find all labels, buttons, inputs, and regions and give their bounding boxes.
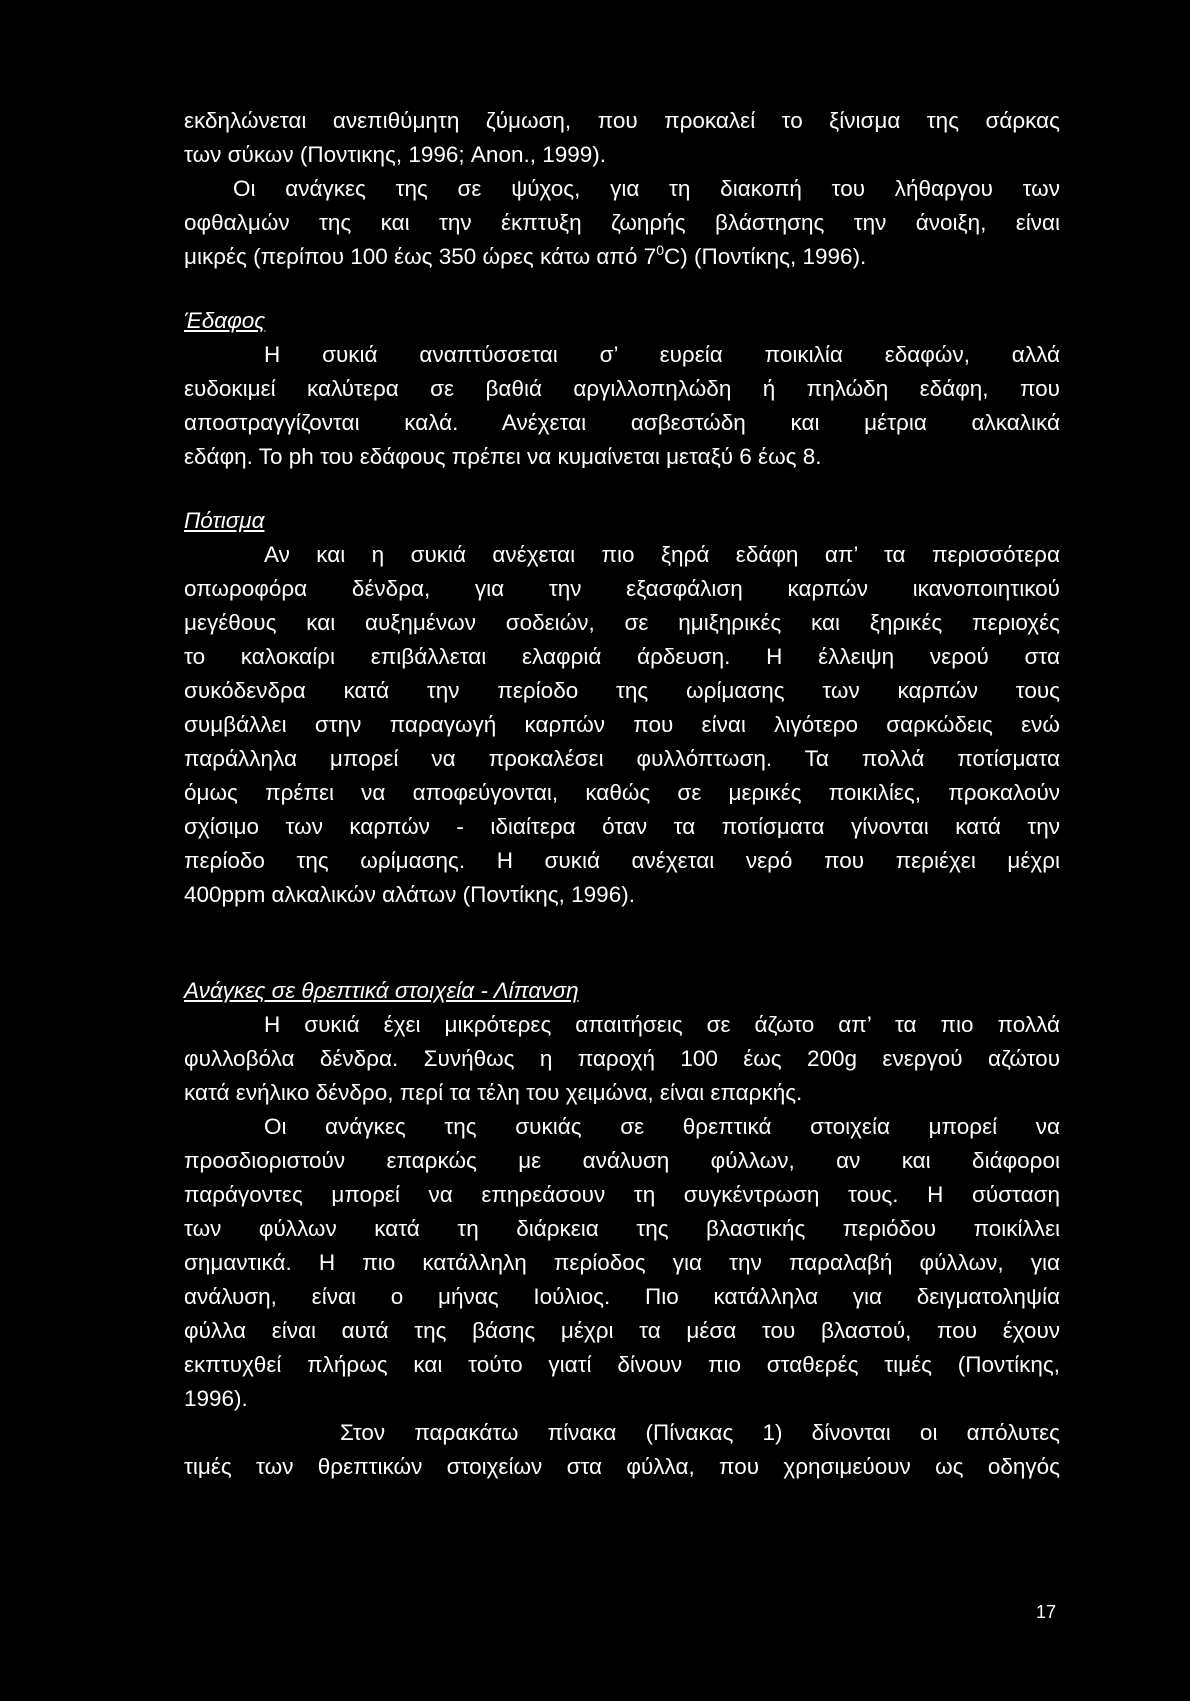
text-line: προσδιοριστούν επαρκώς με ανάλυση φύλλων, αν και διάφοροι [184,1148,1060,1173]
text-line: των φύλλων κατά τη διάρκεια της βλαστικής περιόδου ποικίλλει [184,1216,1060,1241]
text-line: σχίσιμο των καρπών - ιδιαίτερα όταν τα ποτίσματα γίνονται κατά την [184,814,1060,839]
text-fragment: C) (Ποντίκης, 1996). [664,244,867,269]
text-line: των σύκων (Ποντικης, 1996; Anon., 1999). [184,142,607,167]
text-line: ανάλυση, είναι ο μήνας Ιούλιος. Πιο κατάλληλα για δειγματοληψία [184,1284,1060,1309]
section-heading-irrigation: Πότισμα [184,508,265,533]
text-line: το καλοκαίρι επιβάλλεται ελαφριά άρδευση. Η έλλειψη νερού στα [184,644,1060,669]
text-line: σημαντικά. Η πιο κατάλληλη περίοδος για την παραλαβή φύλλων, για [184,1250,1060,1275]
text-line [184,240,1060,274]
text-line: συμβάλλει στην παραγωγή καρπών που είναι λιγότερο σαρκώδεις ενώ [184,712,1060,737]
text-line: ευδοκιμεί καλύτερα σε βαθιά αργιλλοπηλώδη ή πηλώδη εδάφη, που [184,376,1060,401]
text-line: όμως πρέπει να αποφεύγονται, καθώς σε μερικές ποικιλίες, προκαλούν [184,780,1060,805]
text-line: παράγοντες μπορεί να επηρεάσουν τη συγκέντρωση τους. Η σύσταση [184,1182,1060,1207]
text-line: παράλληλα μπορεί να προκαλέσει φυλλόπτωση. Τα πολλά ποτίσματα [184,746,1060,771]
text-line: αποστραγγίζονται καλά. Ανέχεται ασβεστώδη και μέτρια αλκαλικά [184,410,1060,435]
text-line: Οι ανάγκες της συκιάς σε θρεπτικά στοιχεία μπορεί να [264,1114,1060,1139]
section-heading-soil: Έδαφος [184,308,266,333]
text-fragment: μικρές (περίπου 100 έως 350 ώρες κάτω από 7 [184,244,657,269]
text-line: συκόδενδρα κατά την περίοδο της ωρίμασης των καρπών τους [184,678,1060,703]
text-line: φυλλοβόλα δένδρα. Συνήθως η παροχή 100 έως 200g ενεργού αζώτου [184,1046,1060,1071]
text-line: κατά ενήλικο δένδρο, περί τα τέλη του χειμώνα, είναι επαρκής. [184,1080,803,1105]
text-line: οπωροφόρα δένδρα, για την εξασφάλιση καρπών ικανοποιητικού [184,576,1060,601]
text-line: Αν και η συκιά ανέχεται πιο ξηρά εδάφη απ’ τα περισσότερα [264,542,1060,567]
text-line: εκδηλώνεται ανεπιθύμητη ζύμωση, που προκαλεί το ξίνισμα της σάρκας [184,108,1060,133]
text-line: εκπτυχθεί πλήρως και τούτο γιατί δίνουν πιο σταθερές τιμές (Ποντίκης, [184,1352,1060,1377]
text-line: τιμές των θρεπτικών στοιχείων στα φύλλα, που χρησιμεύουν ως οδηγός [184,1454,1060,1479]
text-line: Η συκιά αναπτύσσεται σ’ ευρεία ποικιλία εδαφών, αλλά [264,342,1060,367]
text-line: Η συκιά έχει μικρότερες απαιτήσεις σε άζωτο απ’ τα πιο πολλά [264,1012,1060,1037]
page-number: 17 [1035,1602,1056,1622]
section-heading-nutrients: Ανάγκες σε θρεπτικά στοιχεία - Λίπανση [184,978,579,1003]
text-line: φύλλα είναι αυτά της βάσης μέχρι τα μέσα του βλαστού, που έχουν [184,1318,1060,1343]
degree-symbol: 0 [656,242,665,258]
text-line: εδάφη. Το ph του εδάφους πρέπει να κυμαίνεται μεταξύ 6 έως 8. [184,444,822,469]
text-line: 400ppm αλκαλικών αλάτων (Ποντίκης, 1996). [184,882,635,907]
text-line: Οι ανάγκες της σε ψύχος, για τη διακοπή του λήθαργου των [233,176,1060,201]
document-page [184,104,1060,1484]
text-line: περίοδο της ωρίμασης. Η συκιά ανέχεται νερό που περιέχει μέχρι [184,848,1060,873]
text-line: Στον παρακάτω πίνακα (Πίνακας 1) δίνονται οι απόλυτες [340,1420,1060,1445]
text-line: μεγέθους και αυξημένων σοδειών, σε ημιξηρικές και ξηρικές περιοχές [184,610,1060,635]
text-line: 1996). [184,1386,248,1411]
text-line: οφθαλμών της και την έκπτυξη ζωηρής βλάστησης την άνοιξη, είναι [184,210,1060,235]
